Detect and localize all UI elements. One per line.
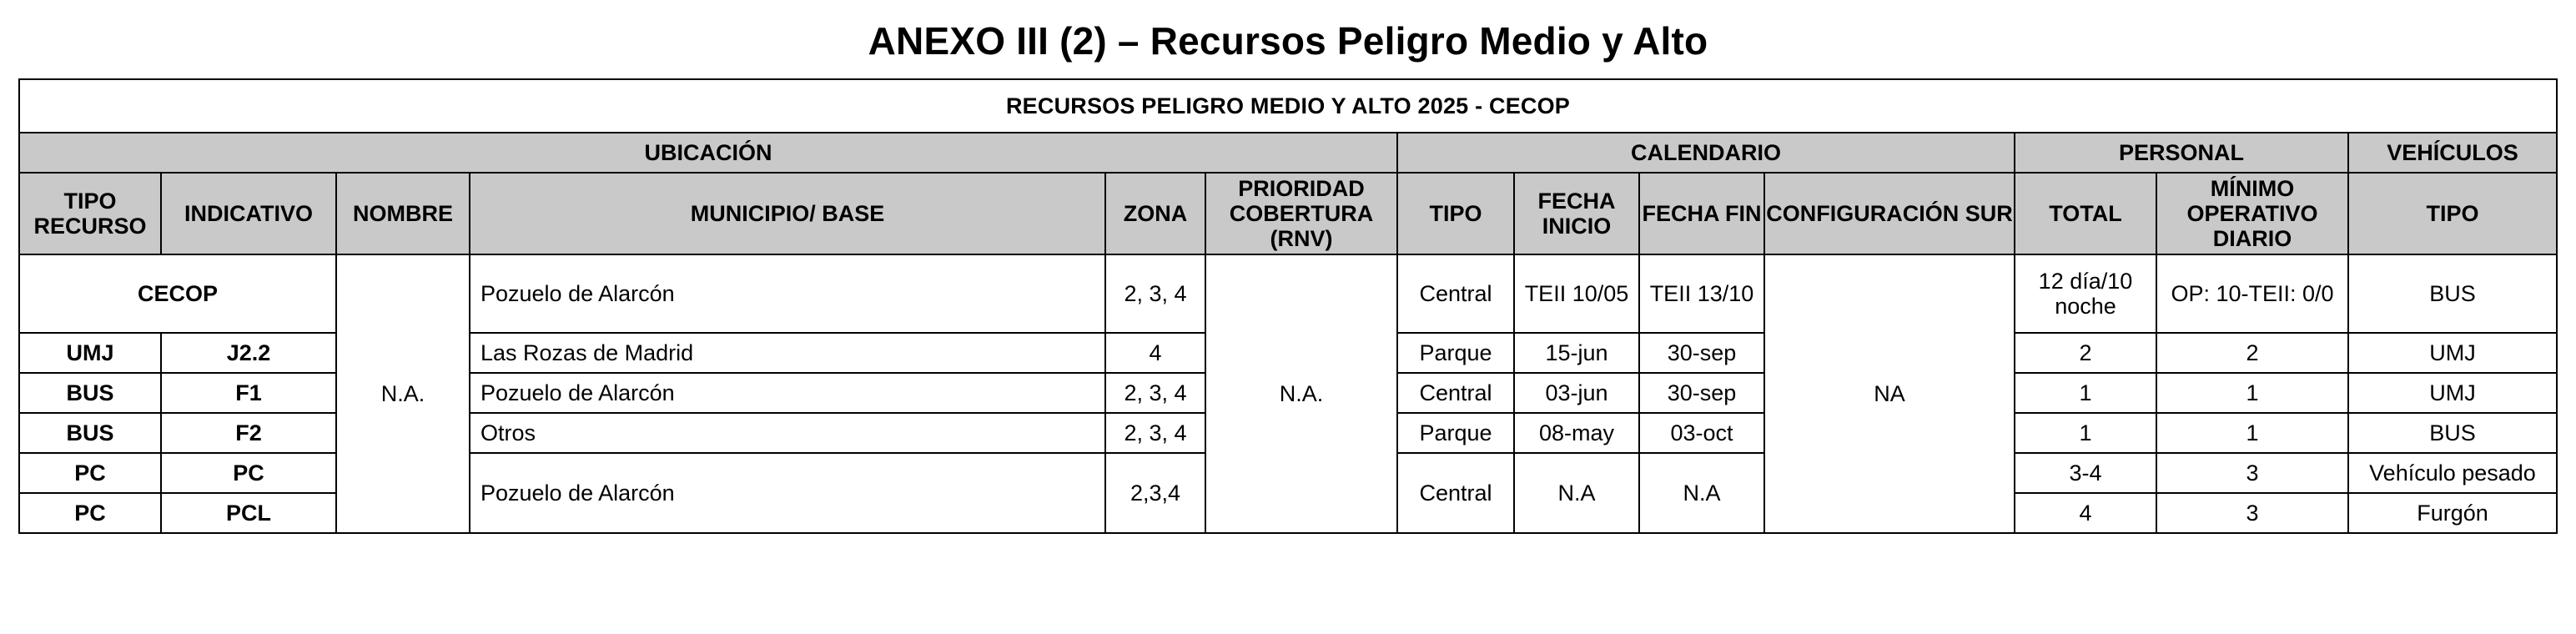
group-vehiculos: VEHÍCULOS [2348,133,2557,173]
cell-municipio: Las Rozas de Madrid [470,333,1105,373]
cell-zona: 2, 3, 4 [1105,373,1205,413]
cell-fecha-fin: 30-sep [1639,333,1764,373]
cell-fecha-fin: TEII 13/10 [1639,254,1764,333]
cell-minimo: 2 [2156,333,2348,373]
cell-tipo-calendario: Central [1397,254,1514,333]
cell-minimo: 1 [2156,373,2348,413]
group-calendario: CALENDARIO [1397,133,2015,173]
cell-tipo-vehiculo: Vehículo pesado [2348,453,2557,493]
cell-minimo: OP: 10-TEII: 0/0 [2156,254,2348,333]
resources-table [18,78,2558,534]
page-title: ANEXO III (2) – Recursos Peligro Medio y Alto [868,19,1708,63]
cell-minimo: 3 [2156,453,2348,493]
cell-minimo: 3 [2156,493,2348,533]
cell-zona: 4 [1105,333,1205,373]
cell-total: 1 [2015,373,2156,413]
cell-fecha-fin: 03-oct [1639,413,1764,453]
cell-total: 2 [2015,333,2156,373]
cell-tipo-calendario: Parque [1397,413,1514,453]
cell-zona: 2,3,4 [1105,453,1205,533]
cell-fecha-inicio: 15-jun [1514,333,1639,373]
cell-tipo-recurso: BUS [19,373,161,413]
cell-municipio: Pozuelo de Alarcón [470,254,1105,333]
cell-fecha-inicio: 08-may [1514,413,1639,453]
header-fecha-fin: FECHA FIN [1639,173,1764,254]
cell-fecha-fin: 30-sep [1639,373,1764,413]
header-zona: ZONA [1105,173,1205,254]
cell-total: 4 [2015,493,2156,533]
cell-municipio: Pozuelo de Alarcón [470,373,1105,413]
cell-nombre: N.A. [336,254,470,533]
cell-fecha-inicio: TEII 10/05 [1514,254,1639,333]
header-total: TOTAL [2015,173,2156,254]
cell-total: 12 día/10 noche [2015,254,2156,333]
banner-label: RECURSOS PELIGRO MEDIO Y ALTO 2025 - CECOP [1005,93,1571,118]
cell-tipo-vehiculo: BUS [2348,254,2557,333]
group-ubicacion: UBICACIÓN [19,133,1397,173]
cell-tipo-vehiculo: Furgón [2348,493,2557,533]
header-tipo-vehiculo: TIPO [2348,173,2557,254]
table-container [0,78,2576,551]
cell-municipio: Pozuelo de Alarcón [470,453,1105,533]
cell-fecha-inicio: 03-jun [1514,373,1639,413]
cell-tipo-recurso: UMJ [19,333,161,373]
cell-total: 3-4 [2015,453,2156,493]
cell-tipo-calendario: Parque [1397,333,1514,373]
header-tipo-calendario: TIPO [1397,173,1514,254]
cell-fecha-inicio: N.A [1514,453,1639,533]
cell-tipo-vehiculo: UMJ [2348,333,2557,373]
cell-tipo-recurso: PC [19,493,161,533]
header-municipio-base: MUNICIPIO/ BASE [470,173,1105,254]
column-header-row [19,173,2557,254]
cell-indicativo: PCL [161,493,336,533]
cell-tipo-recurso: PC [19,453,161,493]
header-prioridad-cobertura: PRIORIDAD COBERTURA (RNV) [1205,173,1397,254]
header-minimo-operativo-diario: MÍNIMO OPERATIVO DIARIO [2156,173,2348,254]
cell-minimo: 1 [2156,413,2348,453]
header-tipo-recurso: TIPO RECURSO [19,173,161,254]
cell-prioridad: N.A. [1205,254,1397,533]
table-banner [19,79,2557,133]
table-row [19,254,2557,333]
cell-total: 1 [2015,413,2156,453]
cell-configuracion-sur: NA [1764,254,2015,533]
group-header-row [19,133,2557,173]
cell-tipo-calendario: Central [1397,453,1514,533]
cell-indicativo: J2.2 [161,333,336,373]
header-fecha-inicio: FECHA INICIO [1514,173,1639,254]
cell-indicativo: F1 [161,373,336,413]
cell-tipo-vehiculo: UMJ [2348,373,2557,413]
cell-tipo-recurso: CECOP [19,254,336,333]
cell-tipo-calendario: Central [1397,373,1514,413]
group-personal: PERSONAL [2015,133,2348,173]
header-configuracion-sur: CONFIGURACIÓN SUR [1764,173,2015,254]
cell-zona: 2, 3, 4 [1105,254,1205,333]
header-nombre: NOMBRE [336,173,470,254]
cell-fecha-fin: N.A [1639,453,1764,533]
cell-municipio: Otros [470,413,1105,453]
cell-indicativo: F2 [161,413,336,453]
cell-tipo-vehiculo: BUS [2348,413,2557,453]
cell-tipo-recurso: BUS [19,413,161,453]
cell-indicativo: PC [161,453,336,493]
header-indicativo: INDICATIVO [161,173,336,254]
banner-row [19,79,2557,133]
cell-zona: 2, 3, 4 [1105,413,1205,453]
